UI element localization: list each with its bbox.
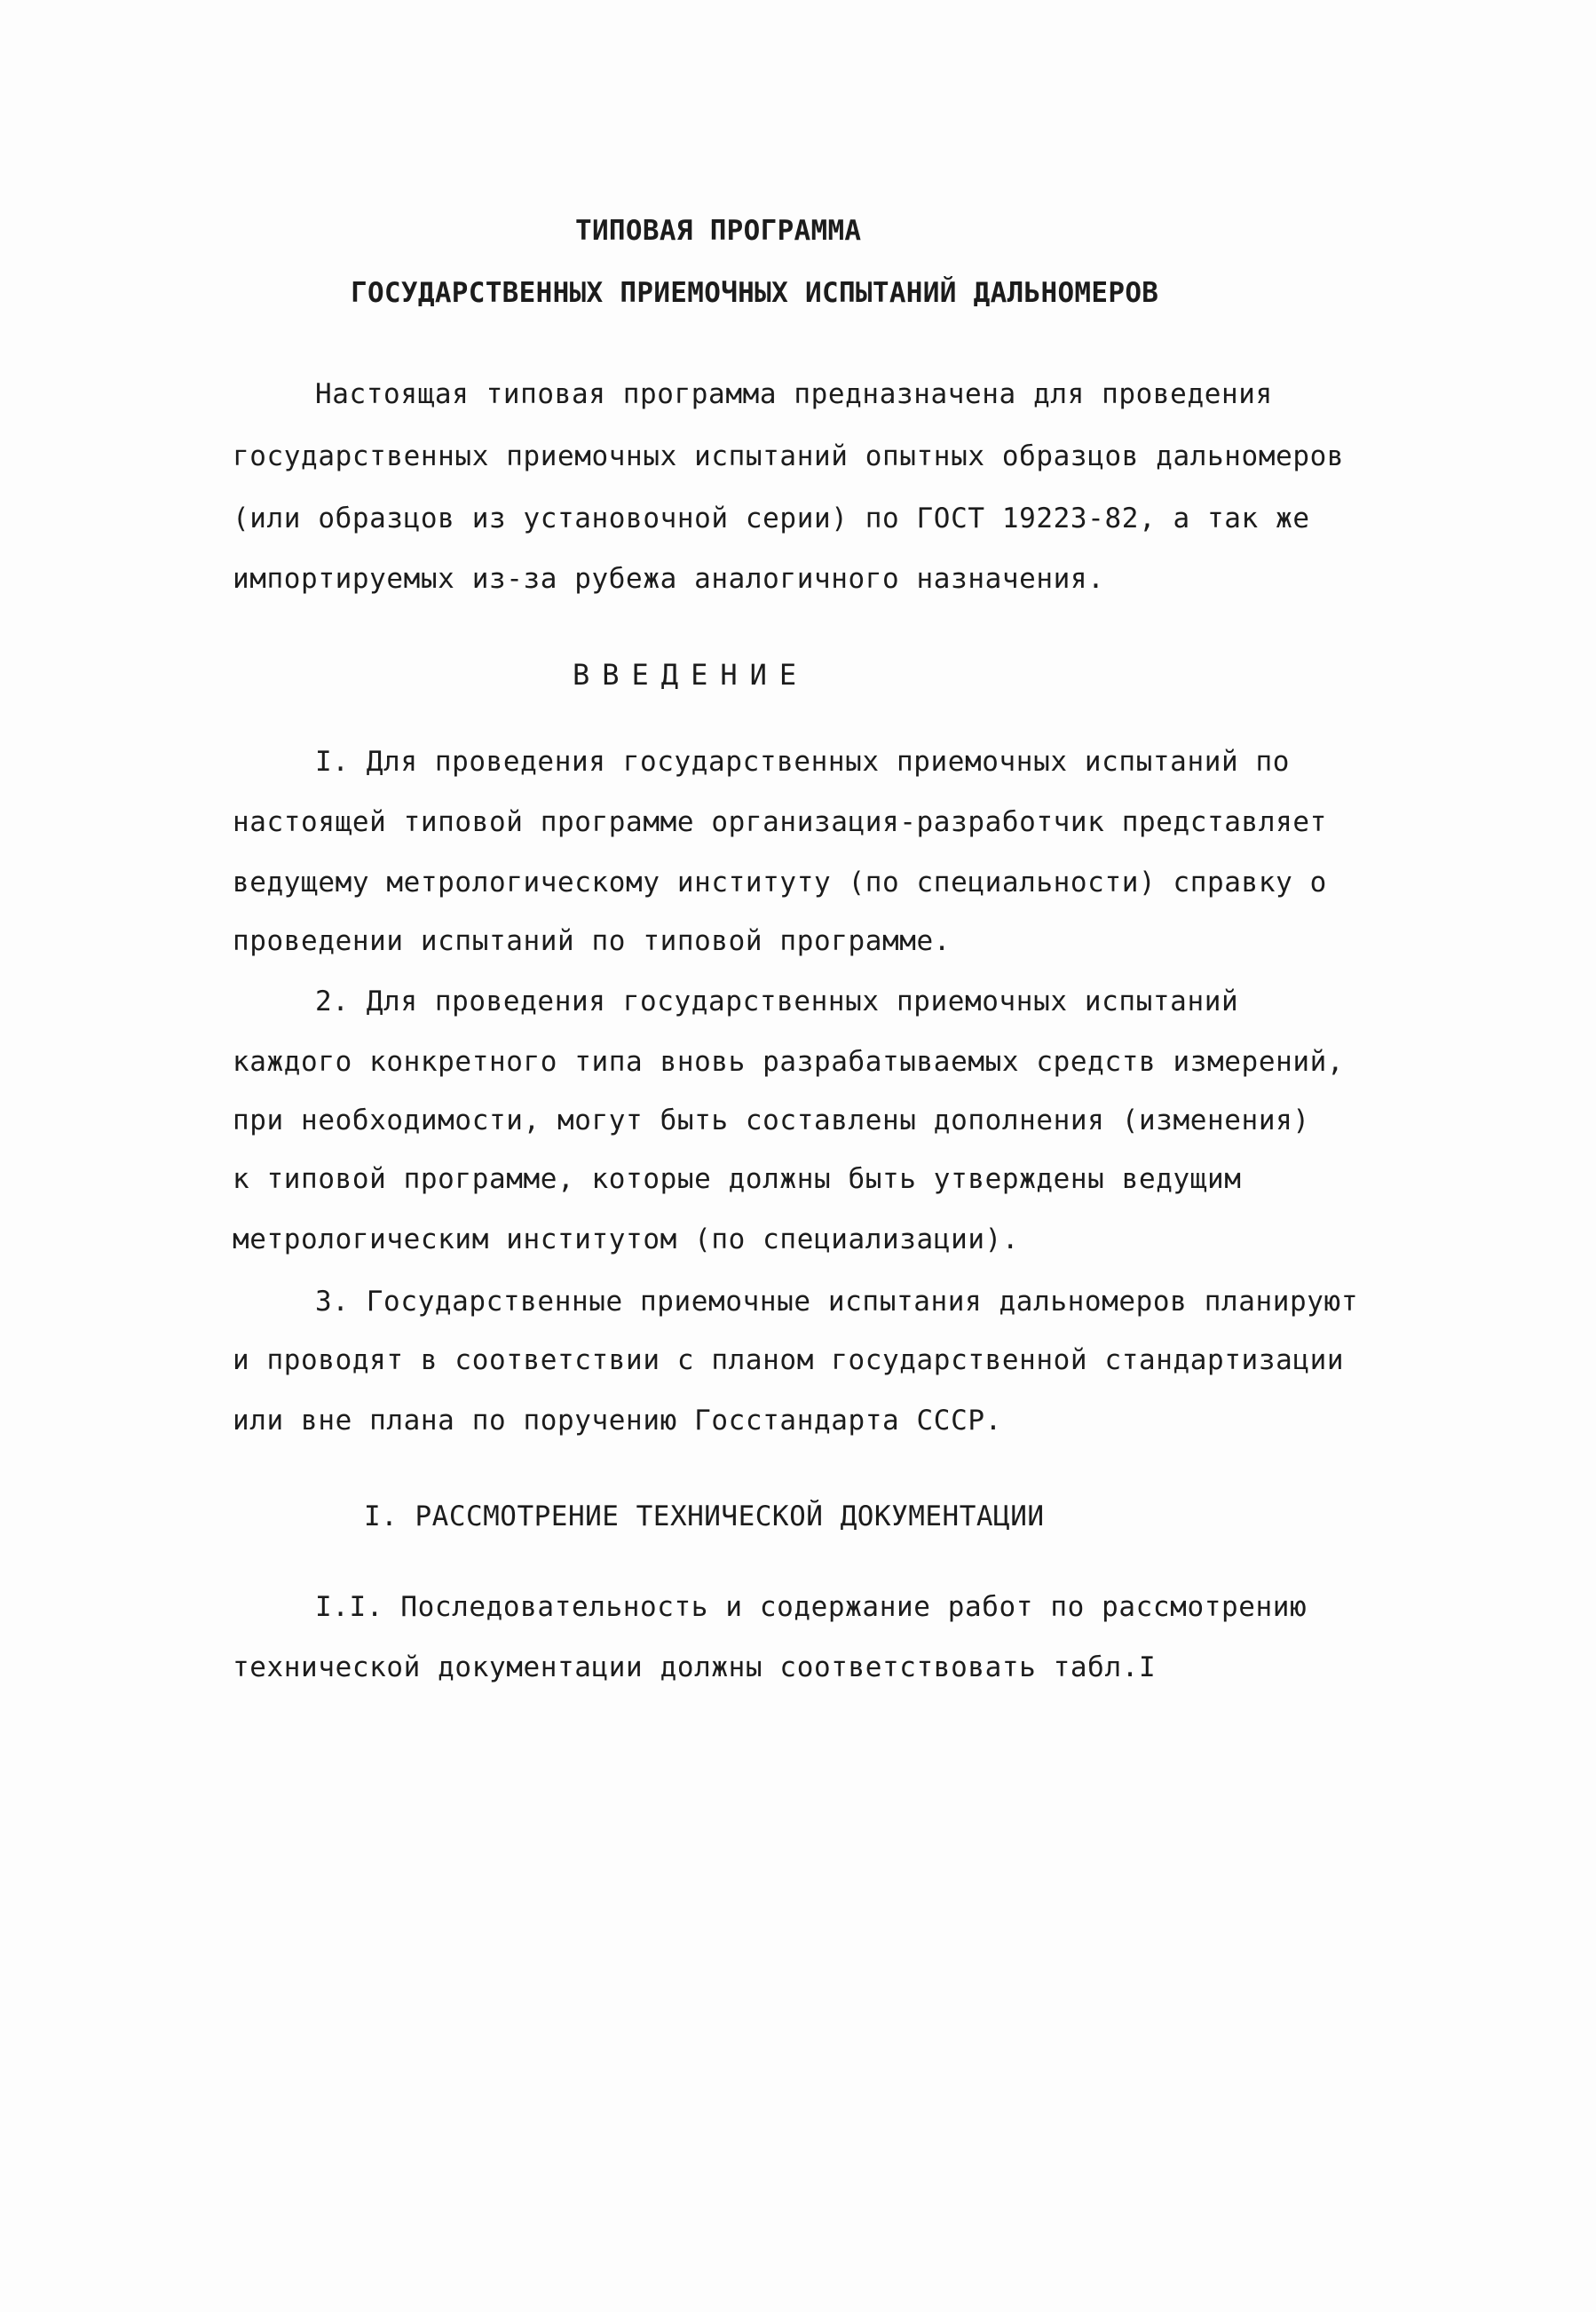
item-2-line: метрологическим институтом (по специализации). bbox=[233, 1223, 1020, 1255]
item-2-line: каждого конкретного типа вновь разрабатываемых средств измерений, bbox=[233, 1046, 1345, 1078]
section-1-line: технической документации должны соответствовать табл.I bbox=[233, 1651, 1157, 1683]
item-2-line: к типовой программе, которые должны быть утверждены ведущим bbox=[233, 1163, 1242, 1195]
section-1-line: I.I. Последовательность и содержание работ по рассмотрению bbox=[315, 1591, 1308, 1623]
intro-line: (или образцов из установочной серии) по ГОСТ 19223-82, а так же bbox=[233, 503, 1310, 534]
item-3-line: или вне плана по поручению Госстандарта СССР. bbox=[233, 1405, 1002, 1437]
intro-line: Настоящая типовая программа предназначена для проведения bbox=[315, 378, 1273, 410]
item-3-line: 3. Государственные приемочные испытания дальномеров планируют bbox=[315, 1286, 1359, 1318]
item-1-line: ведущему метрологическому институту (по специальности) справку о bbox=[233, 867, 1327, 899]
intro-line: импортируемых из-за рубежа аналогичного назначения. bbox=[233, 563, 1105, 595]
item-3-line: и проводят в соответствии с планом государственной стандартизации bbox=[233, 1344, 1345, 1376]
section-1-title: I. РАССМОТРЕНИЕ ТЕХНИЧЕСКОЙ ДОКУМЕНТАЦИИ bbox=[364, 1500, 1045, 1532]
item-2-line: 2. Для проведения государственных приемочных испытаний bbox=[315, 986, 1239, 1017]
introduction-heading: ВВЕДЕНИЕ bbox=[573, 658, 810, 692]
item-1-line: настоящей типовой программе организация-разработчик представляет bbox=[233, 806, 1327, 838]
document-title-line-1: ТИПОВАЯ ПРОГРАММА bbox=[575, 215, 862, 247]
item-2-line: при необходимости, могут быть составлены дополнения (изменения) bbox=[233, 1105, 1310, 1136]
item-1-line: I. Для проведения государственных приемочных испытаний по bbox=[315, 746, 1291, 778]
item-1-line: проведении испытаний по типовой программе. bbox=[233, 925, 952, 957]
intro-line: государственных приемочных испытаний опытных образцов дальномеров bbox=[233, 440, 1345, 472]
document-title-line-2: ГОСУДАРСТВЕННЫХ ПРИЕМОЧНЫХ ИСПЫТАНИЙ ДАЛЬНОМЕРОВ bbox=[351, 277, 1159, 309]
